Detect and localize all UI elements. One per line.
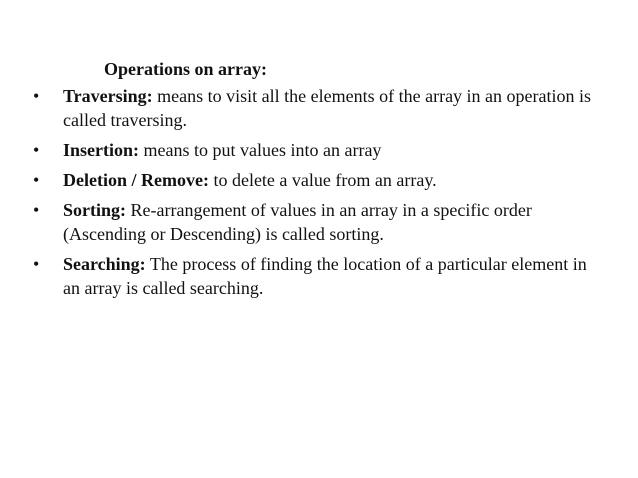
bullet-term: Sorting: xyxy=(63,200,126,220)
bullet-term: Searching: xyxy=(63,254,146,274)
bullet-icon: • xyxy=(33,200,40,220)
bullet-icon: • xyxy=(33,170,40,190)
bullet-term: Insertion: xyxy=(63,140,139,160)
bullet-item-sorting xyxy=(0,198,638,246)
bullet-icon: • xyxy=(33,254,40,274)
bullet-item-searching xyxy=(0,252,638,300)
bullet-description: means to visit all the elements of the array in an operation is called traversing. xyxy=(63,86,592,130)
bullet-description: to delete a value from an array. xyxy=(208,170,437,190)
bullet-icon: • xyxy=(33,140,40,160)
bullet-description: means to put values into an array xyxy=(139,140,382,160)
bullet-item-insertion xyxy=(0,138,638,162)
bullet-item-deletion xyxy=(0,168,638,192)
bullet-item-traversing xyxy=(0,84,638,132)
bullet-term: Deletion / Remove: xyxy=(63,170,209,190)
bullet-term: Traversing: xyxy=(63,86,153,106)
slide-heading: Operations on array: xyxy=(104,59,267,79)
bullet-icon: • xyxy=(33,86,40,106)
bullet-description: The process of finding the location of a particular element in an array is called searching. xyxy=(63,254,587,298)
bullet-description: Re-arrangement of values in an array in a specific order (Ascending or Descending) is called sorting. xyxy=(63,200,532,244)
bullet-list xyxy=(0,84,638,306)
